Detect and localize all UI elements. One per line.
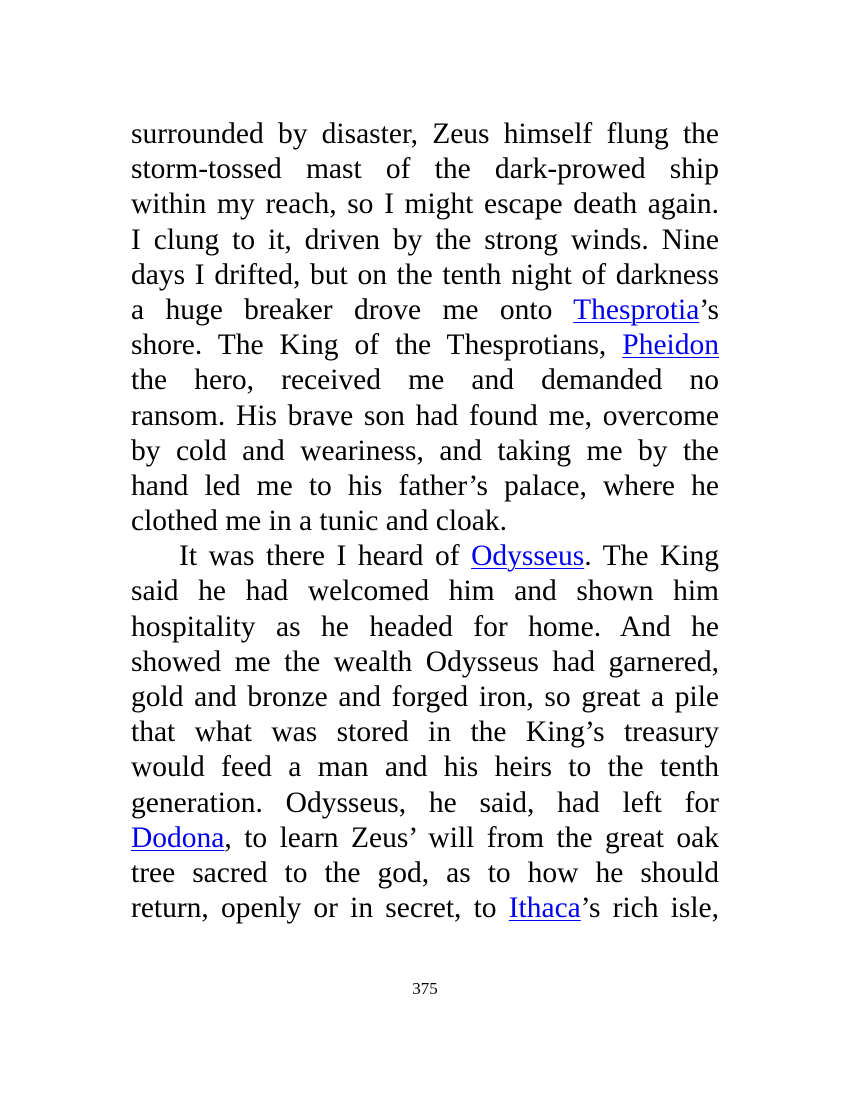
text-line: clothed me in a tunic and cloak. bbox=[131, 505, 507, 538]
text-line: I clung to it, driven by the strong winds. Nine bbox=[131, 223, 719, 256]
text-line bbox=[131, 891, 719, 926]
link-dodona[interactable]: Dodona bbox=[131, 821, 225, 854]
text-line: tree sacred to the god, as to how he should bbox=[131, 856, 719, 889]
page-body-text bbox=[131, 117, 719, 926]
text-line: within my reach, so I might escape death again. bbox=[131, 188, 719, 221]
text-line bbox=[131, 328, 719, 363]
text-line: storm-tossed mast of the dark-prowed ship bbox=[131, 153, 719, 186]
page-number: 375 bbox=[412, 979, 438, 998]
text-line: surrounded by disaster, Zeus himself flung the bbox=[131, 118, 719, 150]
text-line: that what was stored in the King’s treasury bbox=[131, 716, 719, 749]
text-segment: return, openly or in secret, to bbox=[131, 892, 509, 925]
paragraph-1 bbox=[131, 117, 719, 539]
text-line: gold and bronze and forged iron, so great a pile bbox=[131, 681, 719, 713]
text-segment: , to learn Zeus’ will from the great oak bbox=[224, 821, 719, 854]
text-line bbox=[131, 293, 719, 328]
text-line: generation. Odysseus, he said, had left for bbox=[131, 786, 719, 819]
text-segment: It was there I heard of bbox=[179, 540, 472, 573]
text-line bbox=[131, 821, 719, 856]
text-line: hospitality as he headed for home. And he bbox=[131, 610, 719, 643]
link-ithaca[interactable]: Ithaca bbox=[508, 892, 581, 925]
link-pheidon[interactable]: Pheidon bbox=[622, 329, 719, 362]
link-odysseus[interactable]: Odysseus bbox=[471, 540, 585, 573]
text-segment: shore. The King of the Thesprotians, bbox=[131, 329, 623, 362]
text-line: said he had welcomed him and shown him bbox=[131, 575, 719, 608]
text-line bbox=[131, 539, 719, 574]
text-segment: ’s bbox=[699, 293, 719, 326]
text-line: ransom. His brave son had found me, overcome bbox=[131, 399, 719, 432]
text-segment: ’s rich isle, bbox=[580, 892, 719, 925]
paragraph-2 bbox=[131, 539, 719, 926]
text-segment: . The King bbox=[584, 540, 719, 573]
text-line: showed me the wealth Odysseus had garnered, bbox=[131, 645, 719, 678]
text-segment: a huge breaker drove me onto bbox=[131, 293, 574, 326]
text-line: the hero, received me and demanded no bbox=[131, 364, 719, 397]
text-line: days I drifted, but on the tenth night of darkness bbox=[131, 258, 719, 291]
text-line: would feed a man and his heirs to the tenth bbox=[131, 751, 719, 784]
link-thesprotia[interactable]: Thesprotia bbox=[573, 293, 700, 326]
text-line: hand led me to his father’s palace, where he bbox=[131, 469, 719, 502]
text-line: by cold and weariness, and taking me by the bbox=[131, 434, 719, 467]
